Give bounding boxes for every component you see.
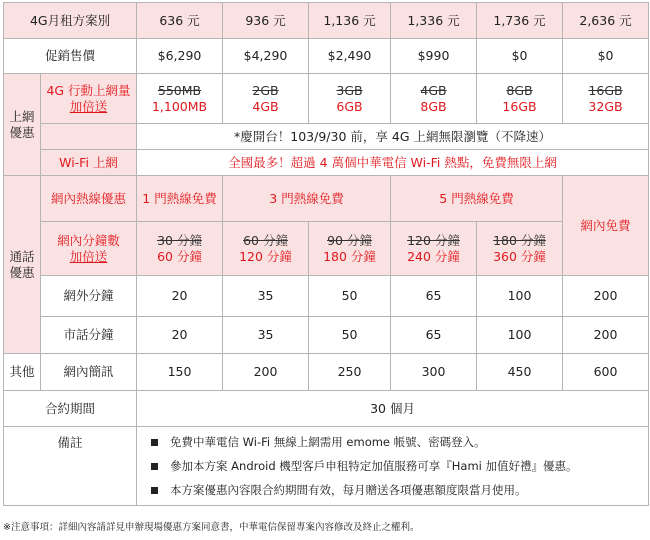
mobile-data-cell — [563, 74, 649, 124]
price-row — [4, 39, 649, 74]
onnet-free: 網內免費 — [563, 176, 649, 276]
onnet-cell — [223, 222, 309, 276]
old-minutes: 180 分鐘 — [493, 232, 546, 248]
price-value: $990 — [391, 39, 477, 74]
offnet-value: 200 — [563, 276, 649, 317]
note-text: 本方案優惠內容限合約期間有效，每月贈送各項優惠額度限當月使用。 — [170, 482, 527, 497]
new-minutes: 120 分鐘 — [239, 248, 292, 264]
price-value: $6,290 — [137, 39, 223, 74]
landline-value: 20 — [137, 317, 223, 354]
hotline-value: 5 門熱線免費 — [391, 176, 563, 222]
wifi-row — [4, 150, 649, 176]
mobile-data-row — [4, 74, 649, 124]
call-group-label — [4, 176, 41, 354]
hotline-row — [4, 176, 649, 222]
wifi-text: 全國最多！超過 4 萬個中華電信 Wi-Fi 熱點，免費無限上網 — [137, 150, 649, 176]
offnet-value: 20 — [137, 276, 223, 317]
old-minutes: 90 分鐘 — [327, 232, 372, 248]
square-bullet-icon — [151, 463, 158, 470]
plan-header: 1,736 元 — [477, 3, 563, 39]
hotline-value: 3 門熱線免費 — [223, 176, 391, 222]
old-minutes: 60 分鐘 — [243, 232, 288, 248]
new-quota: 1,100MB — [151, 98, 208, 114]
price-value: $0 — [477, 39, 563, 74]
offnet-value: 65 — [391, 276, 477, 317]
square-bullet-icon — [151, 439, 158, 446]
old-minutes: 120 分鐘 — [407, 232, 460, 248]
plan-comparison-table — [3, 2, 649, 506]
sms-value: 600 — [563, 354, 649, 391]
promo-row — [4, 124, 649, 150]
call-group-label-line: 優惠 — [9, 264, 35, 280]
landline-value: 65 — [391, 317, 477, 354]
onnet-cell — [137, 222, 223, 276]
onnet-cell — [391, 222, 477, 276]
old-quota: 550MB — [157, 82, 202, 98]
contract-row — [4, 391, 649, 427]
mobile-data-cell — [137, 74, 223, 124]
footnote: ※注意事項：詳細內容請詳見申辦現場優惠方案同意書，中華電信保留專案內容修改及終止之權利。 — [3, 522, 420, 533]
note-text: 免費中華電信 Wi-Fi 無線上網需用 emome 帳號、密碼登入。 — [170, 434, 486, 449]
new-quota: 6GB — [336, 98, 363, 114]
data-group-label-line: 優惠 — [9, 124, 35, 140]
data-group-label-line: 上網 — [9, 108, 35, 124]
note-item — [151, 454, 648, 478]
square-bullet-icon — [151, 487, 158, 494]
mobile-data-title: 4G 行動上網量 — [46, 82, 131, 98]
data-group-label — [4, 74, 41, 176]
hotline-value: 1 門熱線免費 — [137, 176, 223, 222]
offnet-value: 50 — [309, 276, 391, 317]
price-value: $0 — [563, 39, 649, 74]
landline-label: 市話分鐘 — [41, 317, 137, 354]
plan-header: 636 元 — [137, 3, 223, 39]
new-minutes: 240 分鐘 — [407, 248, 460, 264]
landline-value: 200 — [563, 317, 649, 354]
landline-minutes-row — [4, 317, 649, 354]
promo-text: *慶開台！103/9/30 前，享 4G 上網無限瀏覽（不降速） — [137, 124, 649, 150]
new-quota: 32GB — [588, 98, 623, 114]
note-text: 參加本方案 Android 機型客戶申租特定加值服務可享『Hami 加值好禮』優惠。 — [170, 458, 578, 473]
plan-header: 936 元 — [223, 3, 309, 39]
mobile-data-bonus: 加倍送 — [69, 98, 108, 114]
hotline-label: 網內熱線優惠 — [41, 176, 137, 222]
mobile-data-cell — [391, 74, 477, 124]
landline-value: 50 — [309, 317, 391, 354]
sms-value: 300 — [391, 354, 477, 391]
price-value: $2,490 — [309, 39, 391, 74]
mobile-data-label — [41, 74, 137, 124]
other-group-label: 其他 — [4, 354, 41, 391]
header-title: 4G月租方案別 — [4, 3, 137, 39]
sms-value: 250 — [309, 354, 391, 391]
offnet-value: 100 — [477, 276, 563, 317]
promo-label-blank — [41, 124, 137, 150]
old-quota: 2GB — [252, 82, 279, 98]
price-label: 促銷售價 — [4, 39, 137, 74]
sms-label: 網內簡訊 — [41, 354, 137, 391]
plan-header: 1,136 元 — [309, 3, 391, 39]
mobile-data-cell — [309, 74, 391, 124]
offnet-value: 35 — [223, 276, 309, 317]
sms-value: 150 — [137, 354, 223, 391]
onnet-title: 網內分鐘數 — [57, 232, 120, 248]
header-row — [4, 3, 649, 39]
notes-row — [4, 427, 649, 506]
new-minutes: 180 分鐘 — [323, 248, 376, 264]
wifi-label: Wi-Fi 上網 — [41, 150, 137, 176]
onnet-minutes-row — [4, 222, 649, 276]
onnet-cell — [477, 222, 563, 276]
notes-label: 備註 — [4, 427, 137, 506]
new-quota: 4GB — [252, 98, 279, 114]
note-item — [151, 430, 648, 454]
new-quota: 16GB — [502, 98, 537, 114]
contract-label: 合約期間 — [4, 391, 137, 427]
onnet-label — [41, 222, 137, 276]
old-minutes: 30 分鐘 — [157, 232, 202, 248]
onnet-bonus: 加倍送 — [69, 248, 108, 264]
notes-cell — [137, 427, 649, 506]
old-quota: 16GB — [588, 82, 623, 98]
offnet-label: 網外分鐘 — [41, 276, 137, 317]
note-item — [151, 478, 648, 502]
landline-value: 100 — [477, 317, 563, 354]
old-quota: 3GB — [336, 82, 363, 98]
price-value: $4,290 — [223, 39, 309, 74]
landline-value: 35 — [223, 317, 309, 354]
new-quota: 8GB — [420, 98, 447, 114]
mobile-data-cell — [477, 74, 563, 124]
mobile-data-cell — [223, 74, 309, 124]
offnet-minutes-row — [4, 276, 649, 317]
plan-header: 2,636 元 — [563, 3, 649, 39]
new-minutes: 360 分鐘 — [493, 248, 546, 264]
sms-value: 450 — [477, 354, 563, 391]
contract-value: 30 個月 — [137, 391, 649, 427]
call-group-label-line: 通話 — [9, 248, 35, 264]
sms-row — [4, 354, 649, 391]
old-quota: 4GB — [420, 82, 447, 98]
plan-table-container — [3, 2, 648, 506]
new-minutes: 60 分鐘 — [157, 248, 202, 264]
old-quota: 8GB — [506, 82, 533, 98]
plan-header: 1,336 元 — [391, 3, 477, 39]
onnet-cell — [309, 222, 391, 276]
sms-value: 200 — [223, 354, 309, 391]
